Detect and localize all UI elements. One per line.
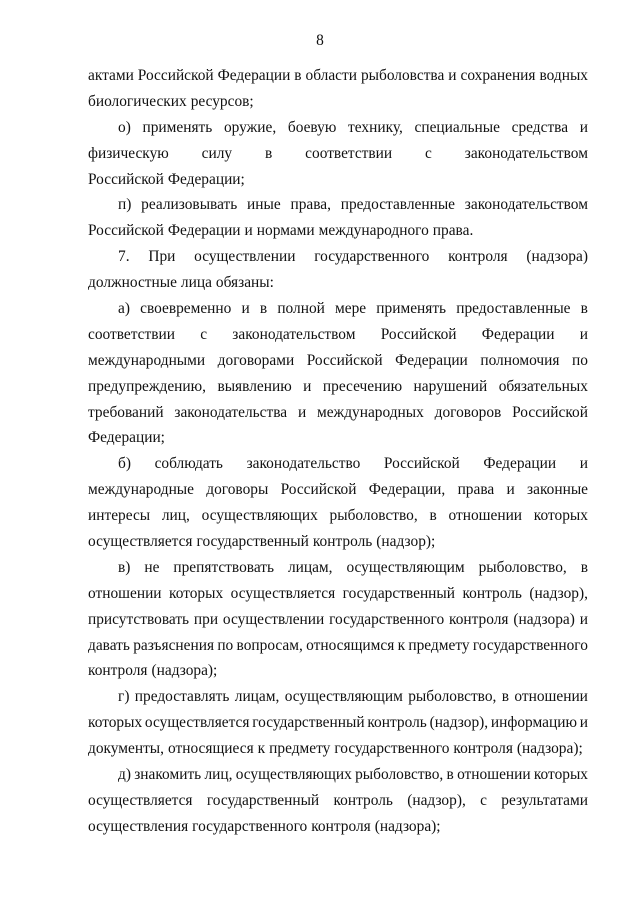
- text-line: о) применять оружие, боевую технику, специальные средства и: [118, 118, 588, 136]
- text-line: осуществляется государственный контроль (надзор);: [88, 533, 436, 551]
- text-line: предупреждению, выявлению и пресечению нарушений обязательных: [88, 377, 588, 395]
- paragraph-item-o: [88, 115, 588, 193]
- text-line: интересы лиц, осуществляющих рыболовство, в отношении которых: [88, 507, 588, 525]
- text-line: 7. При осуществлении государственного контроля (надзора): [118, 248, 588, 266]
- text-line: б) соблюдать законодательство Российской Федерации и: [118, 455, 588, 473]
- text-line: биологических ресурсов;: [88, 92, 254, 110]
- text-line: требований законодательства и международных договоров Российской: [88, 403, 588, 421]
- paragraph-item-b: [88, 451, 588, 555]
- text-line: г) предоставлять лицам, осуществляющим рыболовство, в отношении: [118, 688, 588, 706]
- text-line: контроля (надзора);: [88, 662, 218, 680]
- text-line: д) знакомить лиц, осуществляющих рыболовство, в отношении которых: [118, 766, 588, 784]
- paragraph-clause-7: [88, 244, 588, 296]
- page-number: 8: [316, 32, 324, 49]
- text-line: Российской Федерации;: [88, 170, 245, 188]
- text-line: Федерации;: [88, 429, 165, 447]
- document-body: [88, 63, 588, 840]
- text-line: должностные лица обязаны:: [88, 274, 274, 292]
- text-line: давать разъяснения по вопросам, относящимся к предмету государственного: [88, 636, 588, 654]
- text-line: международными договорами Российской Федерации полномочия по: [88, 351, 588, 369]
- text-line: Российской Федерации и нормами международного права.: [88, 222, 474, 240]
- text-line: осуществляется государственный контроль (надзор), с результатами: [88, 791, 588, 809]
- text-line: осуществления государственного контроля (надзора);: [88, 817, 441, 835]
- text-line: отношении которых осуществляется государственный контроль (надзор),: [88, 584, 588, 602]
- text-line: соответствии с законодательством Российской Федерации и: [88, 325, 588, 343]
- paragraph-p-continued: [88, 63, 588, 115]
- paragraph-item-d: [88, 762, 588, 840]
- text-line: которых осуществляется государственный контроль (надзор), информацию и: [88, 714, 588, 732]
- text-line: физическую силу в соответствии с законодательством: [88, 144, 588, 162]
- paragraph-item-a: [88, 296, 588, 451]
- text-line: в) не препятствовать лицам, осуществляющим рыболовство, в: [118, 558, 588, 576]
- text-line: актами Российской Федерации в области рыболовства и сохранения водных: [88, 67, 588, 84]
- text-line: п) реализовывать иные права, предоставленные законодательством: [118, 196, 588, 214]
- paragraph-item-v: [88, 555, 588, 684]
- text-line: а) своевременно и в полной мере применять предоставленные в: [118, 300, 588, 318]
- paragraph-item-g: [88, 684, 588, 762]
- paragraph-item-p: [88, 192, 588, 244]
- text-line: присутствовать при осуществлении государственного контроля (надзора) и: [88, 610, 588, 628]
- text-line: документы, относящиеся к предмету государственного контроля (надзора);: [88, 740, 583, 758]
- text-line: международные договоры Российской Федерации, права и законные: [88, 481, 588, 499]
